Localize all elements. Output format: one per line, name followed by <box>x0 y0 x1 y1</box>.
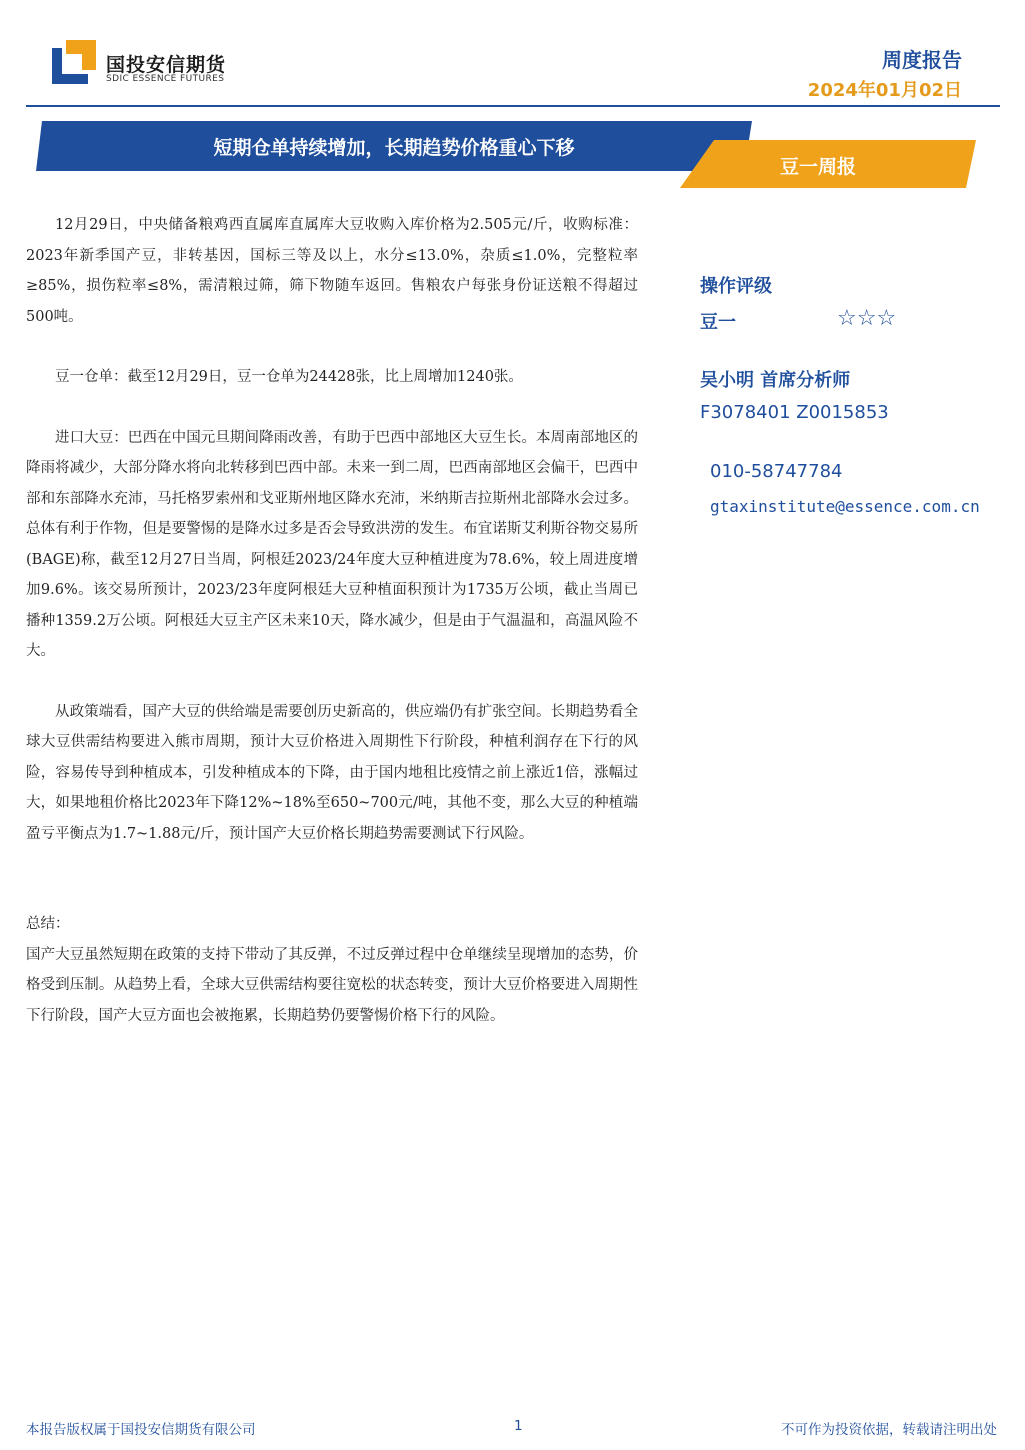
rating-heading: 操作评级 <box>700 276 772 297</box>
summary-heading: 总结： <box>26 916 70 932</box>
contact-phone: 010-58747784 <box>710 461 843 482</box>
paragraph-imported-soybean: 进口大豆：巴西在中国元旦期间降雨改善，有助于巴西中部地区大豆生长。本周南部地区的降雨将减少，大部分降水将向北转移到巴西中部。未来一到二周，巴西南部地区会偏干，巴西中部和东部降水充沛，马托格罗索州和戈亚斯州地区降水充沛，米纳斯吉拉斯州北部降水会过多。总体有利于作物，但是要警惕的是降水过多是否会导致洪涝的发生。布宜诺斯艾利斯谷物交易所(BAGE)称，截至12月27日当周，阿根廷2023/24年度大豆种植进度为78.6%，较上周进度增加9.6%。该交易所预计，2023/23年度阿根廷大豆种植面积预计为1735万公顷，截止当周已播种1359.2万公顷。阿根廷大豆主产区未来10天，降水减少，但是由于气温温和，高温风险不大。 <box>26 429 638 659</box>
summary-paragraph: 国产大豆虽然短期在政策的支持下带动了其反弹，不过反弹过程中仓单继续呈现增加的态势，价格受到压制。从趋势上看，全球大豆供需结构要往宽松的状态转变，预计大豆价格要进入周期性下行阶段，国产大豆方面也会被拖累，长期趋势仍要警惕价格下行的风险。 <box>26 946 638 1024</box>
rating-stars-icon: ☆☆☆ <box>837 306 897 331</box>
report-type: 周度报告 <box>882 48 962 72</box>
company-logo <box>52 40 262 90</box>
report-date: 2024年01月02日 <box>807 80 962 101</box>
paragraph-purchase-price: 12月29日，中央储备粮鸡西直属库直属库大豆收购入库价格为2.505元/斤，收购标准：2023年新季国产豆，非转基因，国标三等及以上，水分≤13.0%，杂质≤1.0%，完整粒率≥85%，损伤粒率≤8%，需清粮过筛，筛下物随车返回。售粮农户每张身份证送粮不得超过500吨。 <box>26 217 638 325</box>
category-label: 豆一周报 <box>780 156 857 178</box>
category-banner <box>680 140 976 188</box>
report-title: 短期仓单持续增加，长期趋势价格重心下移 <box>213 137 575 159</box>
paragraph-policy-outlook: 从政策端看，国产大豆的供给端是需要创历史新高的，供应端仍有扩张空间。长期趋势看全球大豆供需结构要进入熊市周期，预计大豆价格进入周期性下行阶段，种植利润存在下行的风险，容易传导到种植成本，引发种植成本的下降，由于国内地租比疫情之前上涨近1倍，涨幅过大，如果地租价格比2023年下降12%~18%至650~700元/吨，其他不变，那么大豆的种植端盈亏平衡点为1.7~1.88元/斤，预计国产大豆价格长期趋势需要测试下行风险。 <box>26 703 638 842</box>
analyst-certificate: F3078401 Z0015853 <box>700 402 889 423</box>
page-number: 1 <box>514 1418 523 1434</box>
footer-copyright: 本报告版权属于国投安信期货有限公司 <box>26 1422 256 1438</box>
logo-name-en: SDIC ESSENCE FUTURES <box>106 74 225 84</box>
footer-disclaimer: 不可作为投资依据，转载请注明出处 <box>781 1422 997 1438</box>
header-divider <box>26 105 1000 107</box>
logo-mark-icon <box>52 40 96 84</box>
rating-product: 豆一 <box>700 312 736 333</box>
paragraph-warehouse-receipt: 豆一仓单：截至12月29日，豆一仓单为24428张，比上周增加1240张。 <box>55 369 523 385</box>
report-body <box>26 210 638 1031</box>
contact-email[interactable]: gtaxinstitute@essence.com.cn <box>710 497 980 516</box>
title-banner <box>36 121 752 171</box>
analyst-name: 吴小明 首席分析师 <box>700 370 851 391</box>
logo-name-cn: 国投安信期货 <box>106 54 227 76</box>
